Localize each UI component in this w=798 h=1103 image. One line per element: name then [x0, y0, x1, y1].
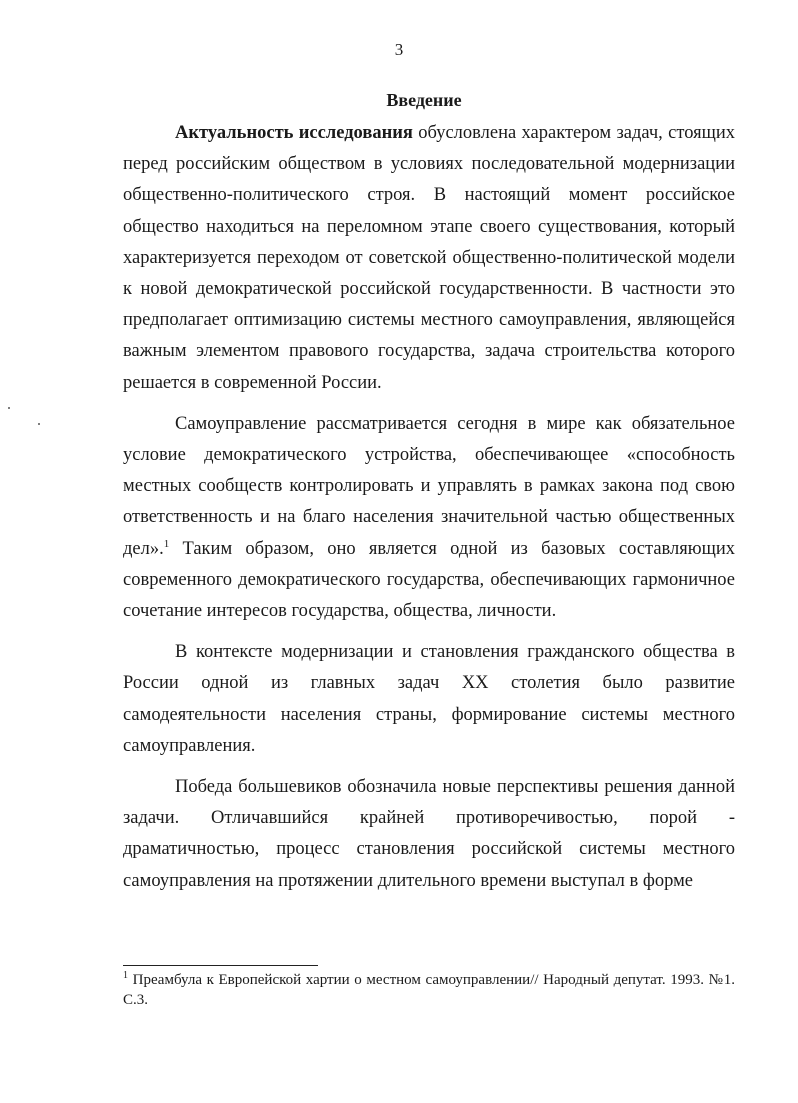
paragraph-text-after-ref: Таким образом, оно является одной из базовых составляющих современного демократического государства, обеспечивающих гармоничное сочетание интересов государства, общества, личности.: [123, 538, 735, 622]
footnote: [123, 970, 735, 1010]
paragraph-text-before-ref: Самоуправление рассматривается сегодня в мире как обязательное условие демократического устройства, обеспечивающее «способность местных сообществ контролировать и управлять в рамках закона под свою ответственность и на благо населения значительной частью общественных дел».: [123, 413, 735, 559]
footnote-text: Преамбула к Европейской хартии о местном самоуправлении// Народный депутат. 1993. №1. С.3.: [123, 972, 735, 1008]
section-heading: Введение: [386, 90, 462, 110]
paragraph-text: В контексте модернизации и становления гражданского общества в России одной из главных задач XX столетия было развитие самодеятельности населения страны, формирование системы местного самоуправления.: [123, 642, 735, 756]
scan-speck: [38, 423, 40, 425]
paragraph-text: обусловлена характером задач, стоящих перед российским обществом в условиях последовательной модернизации общественно-политического строя. В настоящий момент российское общество находиться на переломном этапе своего существования, который характеризуется переходом от советской общественно-политической модели к новой демократической российской государственности. В частности это предполагает оптимизацию системы местного самоуправления, являющейся важным элементом правового государства, задача строительства которого решается в современной России.: [123, 123, 735, 393]
page-number: 3: [394, 40, 404, 59]
paragraph-text: Победа большевиков обозначила новые перспективы решения данной задачи. Отличавшийся крайней противоречивостью, порой - драматичностью, процесс становления российской системы местного самоуправления на протяжении длительного времени выступал в форме: [123, 777, 735, 891]
paragraph-self-government: [123, 409, 735, 627]
body-text: [123, 118, 735, 897]
scan-speck: [8, 407, 10, 409]
paragraph-bolshevik-victory: [123, 772, 735, 897]
footnote-divider: [123, 965, 318, 966]
paragraph-relevance: [123, 118, 735, 399]
paragraph-modernization: [123, 637, 735, 762]
paragraph-lead-term: Актуальность исследования: [175, 123, 413, 143]
footnote-mark: 1: [123, 970, 128, 981]
footnote-reference[interactable]: 1: [163, 537, 170, 550]
